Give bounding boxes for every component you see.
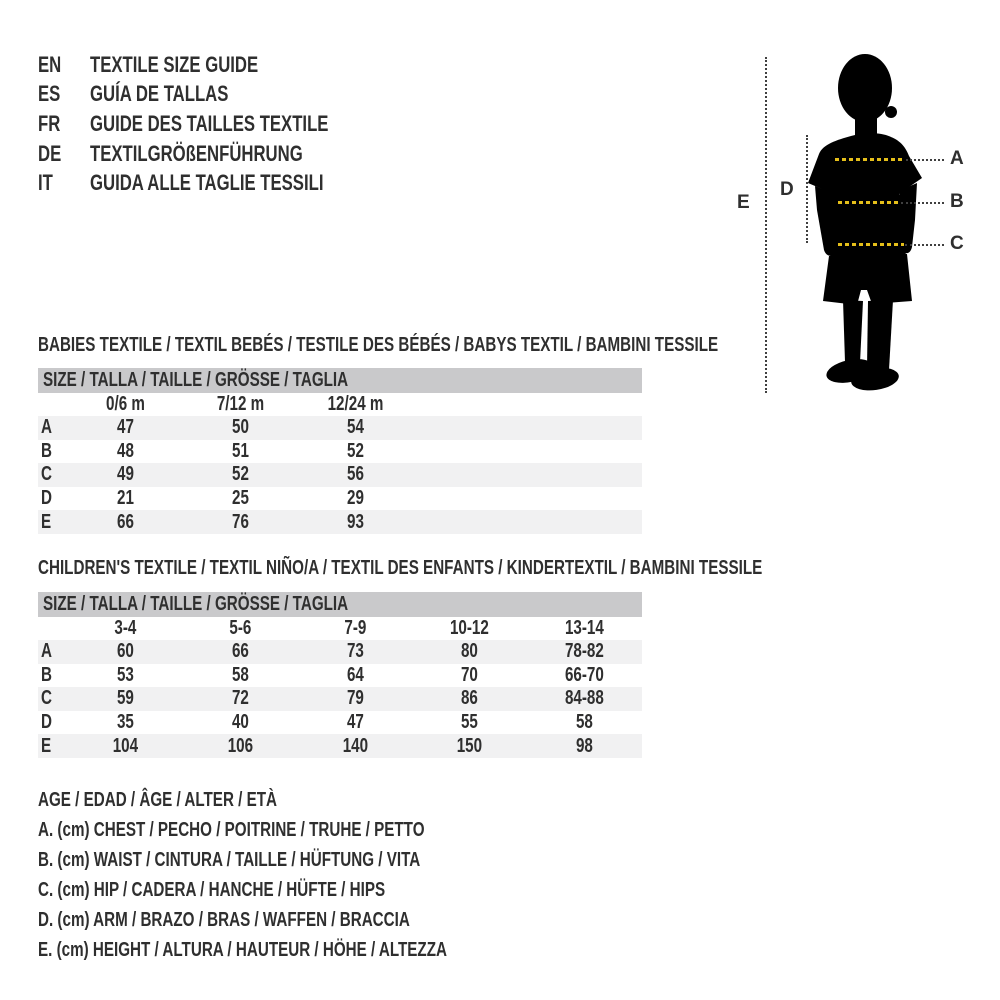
size-row-e (38, 510, 642, 534)
size-value: 47 (346, 711, 364, 734)
language-code (38, 141, 90, 167)
legend-line-chest (38, 815, 576, 845)
size-value: 58 (231, 663, 249, 686)
size-value: 80 (461, 640, 479, 663)
measurement-legend (38, 785, 576, 965)
size-value: 73 (346, 640, 364, 663)
column-header-row (38, 617, 642, 640)
size-row-a (38, 416, 642, 440)
hip-label-c: C (950, 233, 964, 254)
chest-label-a: A (950, 148, 964, 169)
size-value: 106 (227, 734, 253, 757)
size-value: 58 (576, 711, 594, 734)
row-letter: D (41, 487, 53, 510)
size-value: 48 (117, 439, 134, 462)
size-value: 52 (232, 463, 249, 486)
size-header-text: SIZE / TALLA / TAILLE / GRÖSSE / TAGLIA (43, 369, 349, 391)
arm-label-d: D (780, 179, 794, 200)
language-code-text: FR (38, 110, 61, 136)
size-value: 64 (346, 663, 364, 686)
size-row-a (38, 640, 642, 664)
size-row-d (38, 711, 642, 735)
size-value: 56 (347, 463, 364, 486)
size-value: 93 (347, 510, 364, 533)
column-header: 0/6 m (106, 393, 145, 415)
size-value: 76 (232, 510, 249, 533)
size-value: 47 (117, 416, 134, 439)
language-row (38, 139, 404, 169)
legend-line-waist (38, 845, 576, 875)
children-table-body (38, 617, 642, 758)
column-header: 12/24 m (327, 393, 384, 415)
guide-title-en: TEXTILE SIZE GUIDE (90, 51, 259, 77)
size-value: 54 (347, 416, 364, 439)
column-header: 7/12 m (216, 393, 265, 415)
guide-title-es: GUÍA DE TALLAS (90, 81, 229, 107)
language-code (38, 170, 90, 196)
guide-title-it: GUIDA ALLE TAGLIE TESSILI (90, 170, 324, 196)
babies-table-header-bar (38, 368, 642, 393)
chest-pointer-line (906, 159, 944, 161)
size-value: 21 (117, 487, 134, 510)
column-header: 5-6 (229, 617, 252, 639)
language-code-text: IT (38, 170, 53, 196)
legend-line-hip (38, 875, 576, 905)
column-header: 13-14 (565, 617, 605, 639)
hip-dash-line-c (838, 243, 904, 246)
babies-table-body (38, 393, 642, 534)
babies-table-title (38, 335, 933, 355)
row-letter: E (41, 510, 52, 533)
size-row-c (38, 687, 642, 711)
row-letter: A (41, 640, 53, 663)
silhouette-left-arm (815, 186, 836, 256)
size-value: 60 (116, 640, 134, 663)
language-code (38, 111, 90, 137)
waist-dash-line-b (838, 201, 900, 204)
guide-title-de: TEXTILGRÖßENFÜHRUNG (90, 140, 303, 166)
size-value: 52 (347, 439, 364, 462)
legend-line-height (38, 935, 576, 965)
size-value: 53 (116, 663, 134, 686)
legend-text: C. (cm) HIP / CADERA / HANCHE / HÜFTE / HIPS (38, 878, 386, 901)
waist-label-b: B (950, 191, 964, 212)
size-value: 70 (461, 663, 479, 686)
size-value: 86 (461, 687, 479, 710)
size-value: 49 (117, 463, 134, 486)
language-code (38, 52, 90, 78)
size-value: 140 (342, 734, 368, 757)
hip-pointer-line (905, 244, 944, 246)
size-row-c (38, 463, 642, 487)
size-value: 84-88 (565, 687, 605, 710)
language-row (38, 50, 404, 80)
column-header: 3-4 (114, 617, 137, 639)
size-value: 25 (232, 487, 249, 510)
language-row (38, 168, 404, 198)
column-header-row (38, 393, 642, 416)
row-letter: E (41, 734, 52, 757)
language-title-list (38, 50, 404, 198)
size-value: 79 (346, 687, 364, 710)
legend-line-arm (38, 905, 576, 935)
children-table-header-bar (38, 592, 642, 617)
height-label-e: E (737, 192, 750, 213)
language-row (38, 109, 404, 139)
row-letter: C (41, 463, 53, 486)
size-row-b (38, 440, 642, 464)
legend-line-age (38, 785, 576, 815)
size-row-b (38, 664, 642, 688)
children-table-title-text: CHILDREN'S TEXTILE / TEXTIL NIÑO/A / TEXTIL DES ENFANTS / KINDERTEXTIL / BAMBINI TESSILE (38, 557, 763, 579)
size-value: 104 (112, 734, 139, 757)
waist-pointer-line (901, 202, 944, 204)
size-value: 72 (231, 687, 249, 710)
size-value: 35 (116, 711, 134, 734)
language-code-text: EN (38, 51, 62, 77)
size-value: 98 (576, 734, 594, 757)
column-header: 7-9 (344, 617, 366, 639)
size-value: 66 (231, 640, 249, 663)
size-value: 150 (457, 734, 483, 757)
legend-text: B. (cm) WAIST / CINTURA / TAILLE / HÜFTUNG / VITA (38, 848, 421, 871)
babies-table-title-text: BABIES TEXTILE / TEXTIL BEBÉS / TESTILE DES BÉBÉS / BABYS TEXTIL / BAMBINI TESSILE (38, 334, 719, 356)
guide-title-fr: GUIDE DES TAILLES TEXTILE (90, 110, 329, 136)
language-code-text: ES (38, 81, 61, 107)
legend-text: AGE / EDAD / ÂGE / ALTER / ETÀ (38, 788, 277, 811)
size-value: 29 (347, 487, 364, 510)
row-letter: A (41, 416, 53, 439)
row-letter: C (41, 687, 53, 710)
size-value: 50 (232, 416, 249, 439)
legend-text: A. (cm) CHEST / PECHO / POITRINE / TRUHE / PETTO (38, 818, 425, 841)
size-value: 40 (231, 711, 249, 734)
language-row (38, 80, 404, 110)
size-row-e (38, 734, 642, 758)
column-header: 10-12 (450, 617, 490, 639)
size-row-d (38, 487, 642, 511)
language-code-text: DE (38, 140, 62, 166)
size-header-text: SIZE / TALLA / TAILLE / GRÖSSE / TAGLIA (43, 593, 349, 615)
size-value: 66-70 (565, 663, 605, 686)
silhouette-ear (885, 106, 897, 118)
silhouette-head (838, 54, 892, 122)
size-value: 78-82 (565, 640, 605, 663)
chest-dash-line-a (835, 158, 905, 161)
silhouette-shorts (823, 254, 912, 305)
children-table-title (38, 558, 991, 578)
size-value: 51 (232, 439, 249, 462)
size-value: 55 (461, 711, 479, 734)
language-code (38, 81, 90, 107)
row-letter: D (41, 711, 53, 734)
size-value: 59 (116, 687, 134, 710)
row-letter: B (41, 663, 53, 686)
size-value: 66 (117, 510, 134, 533)
legend-text: E. (cm) HEIGHT / ALTURA / HAUTEUR / HÖHE / ALTEZZA (38, 938, 447, 961)
legend-text: D. (cm) ARM / BRAZO / BRAS / WAFFEN / BRACCIA (38, 908, 410, 931)
row-letter: B (41, 439, 53, 462)
